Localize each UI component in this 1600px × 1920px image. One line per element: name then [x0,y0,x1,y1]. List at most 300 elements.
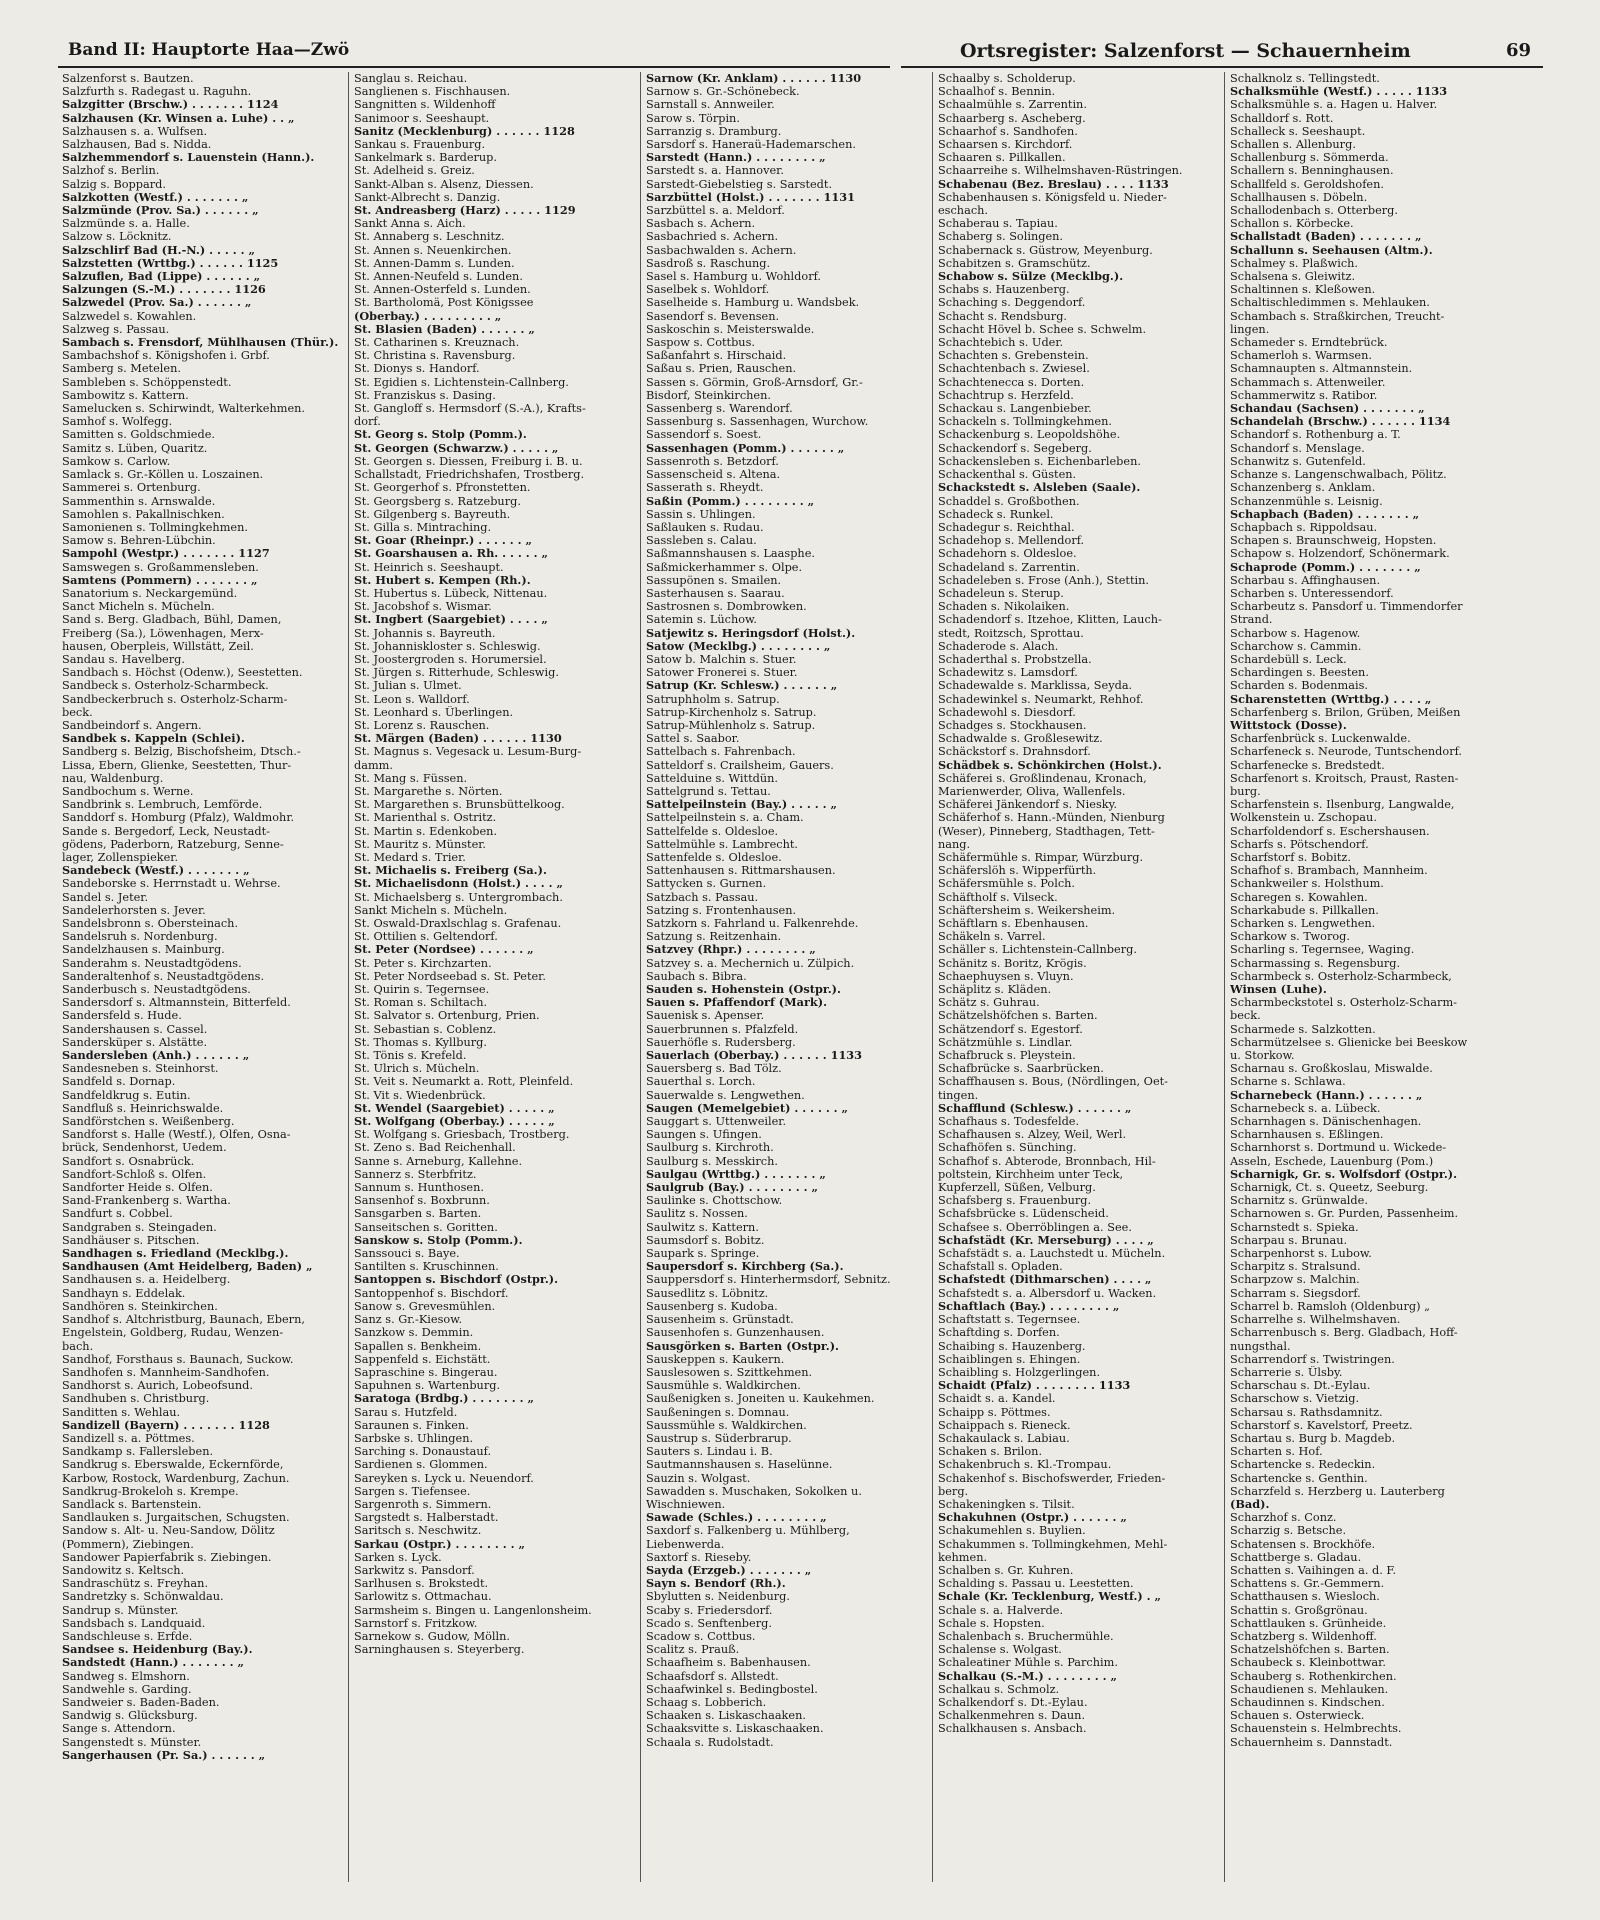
index-entry: Schakaulack s. Labiau. [938,1431,1070,1445]
index-entry: Salzungen (S.-M.) . . . . . . . 1126 [62,283,266,297]
index-entry: St. Annen s. Neuenkirchen. [354,243,512,257]
index-entry: Sarranzig s. Dramburg. [646,124,782,138]
index-entry: Schakenhof s. Bischofswerder, Frieden- [938,1471,1166,1485]
index-entry: Saselheide s. Hamburg u. Wandsbek. [646,296,860,310]
index-entry: Saßmickerhammer s. Olpe. [646,560,803,574]
index-entry: Scharfs s. Pötschendorf. [1230,837,1369,851]
index-entry: Sauppersdorf s. Hinterhermsdorf, Sebnitz. [646,1273,891,1287]
index-entry: Saßin (Pomm.) . . . . . . . . „ [646,494,815,508]
index-entry: Sankau s. Frauenburg. [354,138,486,152]
index-entry: Sannum s. Hunthosen. [354,1181,484,1195]
index-entry: Sarching s. Donaustauf. [354,1445,492,1459]
index-entry: Sankelmark s. Barderup. [354,151,498,165]
index-entry: St. Magnus s. Vegesack u. Lesum-Burg- [354,745,582,759]
index-entry: Sapuhnen s. Wartenburg. [354,1379,501,1393]
index-entry: Schalsena s. Gleiwitz. [1230,270,1356,284]
index-entry: Schachtebich s. Uder. [938,336,1064,350]
index-entry: Schadges s. Stockhausen. [938,718,1087,732]
index-entry: Sandelsbronn s. Obersteinach. [62,917,239,930]
index-entry: St. Wolfgang (Oberbay.) . . . . . „ [354,1115,555,1129]
index-entry: Sarzbüttel s. a. Meldorf. [646,204,785,218]
index-entry: St. Salvator s. Ortenburg, Prien. [354,1009,540,1023]
index-entry: St. Vit s. Wiedenbrück. [354,1088,486,1102]
index-entry: Sarnow (Kr. Anklam) . . . . . . 1130 [646,72,862,85]
index-entry: Satow b. Malchin s. Stuer. [646,652,797,666]
index-entry: Schäftholf s. Vilseck. [938,890,1058,904]
index-entry: Samitz s. Lüben, Quaritz. [62,441,208,455]
index-entry: Sanddorf s. Homburg (Pfalz), Waldmohr. [62,811,295,825]
index-entry: Schafbruck s. Pleystein. [938,1049,1076,1063]
index-entry: Sausenhofen s. Gunzenhausen. [646,1326,825,1340]
index-entry: Schalding s. Passau u. Leestetten. [938,1577,1134,1591]
index-entry: Schäferei s. Großlindenau, Kronach, [938,771,1147,785]
index-entry: Saulburg s. Messkirch. [646,1154,778,1168]
index-entry: Schäftersheim s. Weikersheim. [938,903,1116,917]
index-entry: Salzhausen (Kr. Winsen a. Luhe) . . „ [62,111,295,125]
index-entry: Sauslesowen s. Szittkehmen. [646,1365,813,1379]
index-entry: Schattens s. Gr.-Gemmern. [1230,1577,1385,1591]
index-entry: Sandebeck (Westf.) . . . . . . . „ [62,864,250,878]
index-entry: Sattelpeilnstein (Bay.) . . . . . „ [646,798,837,812]
index-entry: Scharnitz s. Grünwalde. [1230,1194,1368,1208]
index-entry: Bisdorf, Steinkirchen. [646,388,771,402]
index-entry: Schadewinkel s. Neumarkt, Rehhof. [938,692,1144,706]
index-entry: Saßmannshausen s. Laasphe. [646,547,815,561]
index-entry: Schäferei Jänkendorf s. Niesky. [938,798,1118,812]
index-entry: beck. [62,705,93,719]
index-entry: Sauskeppen s. Kaukern. [646,1352,785,1366]
index-entry: Salzmünde s. a. Halle. [62,217,190,231]
index-entry: Sandelerhorsten s. Jever. [62,903,206,917]
index-entry: Sandbochum s. Werne. [62,784,194,798]
index-entry: Sbylutten s. Neidenburg. [646,1590,790,1604]
index-entry: St. Ingbert (Saargebiet) . . . . „ [354,613,548,627]
index-entry: Schaleatiner Mühle s. Parchim. [938,1656,1118,1670]
index-entry: Sanow s. Grevesmühlen. [354,1299,496,1313]
index-entry: Sansenhof s. Boxbrunn. [354,1194,490,1208]
index-entry: Sandizell (Bayern) . . . . . . . 1128 [62,1418,270,1432]
index-entry: Schafstedt (Dithmarschen) . . . . „ [938,1273,1152,1287]
index-entry: Sausgörken s. Barten (Ostpr.). [646,1339,839,1353]
index-entry: Schacht Hövel b. Schee s. Schwelm. [938,322,1147,336]
index-entry: Asseln, Eschede, Lauenburg (Pom.) [1230,1154,1434,1168]
index-entry: Schafhaus s. Todesfelde. [938,1115,1080,1129]
index-entry: Sanskow s. Stolp (Pomm.). [354,1233,523,1247]
index-entry: St. Jacobshof s. Wismar. [354,600,492,614]
index-entry: Scalitz s. Prauß. [646,1643,740,1657]
index-entry: Schaag s. Lobberich. [646,1695,767,1709]
header-rule-left [58,66,890,68]
index-entry: St. Tönis s. Krefeld. [354,1049,467,1063]
index-entry: Schafstedt s. a. Albersdorf u. Wacken. [938,1286,1157,1300]
index-entry: hausen, Oberpleis, Willstätt, Zeil. [62,639,254,653]
index-entry: Schadeleben s. Frose (Anh.), Stettin. [938,573,1149,587]
index-entry: Schandelah (Brschw.) . . . . . . 1134 [1230,415,1451,429]
index-entry: Schackstedt s. Alsleben (Saale). [938,481,1141,495]
index-entry: Satzbach s. Passau. [646,890,759,904]
index-entry: Lissa, Ebern, Glienke, Seestetten, Thur- [62,758,292,772]
index-entry: Sandersfeld s. Hude. [62,1009,182,1023]
index-entry: Schale s. Hopsten. [938,1616,1045,1630]
index-entry: Saßanfahrt s. Hirschaid. [646,349,787,363]
index-entry: Schabs s. Hauzenberg. [938,283,1070,297]
index-entry: Saupersdorf s. Kirchberg (Sa.). [646,1260,844,1274]
index-entry: Sauters s. Lindau i. B. [646,1445,773,1459]
index-entry: Sausenberg s. Kudoba. [646,1299,778,1313]
index-entry: Scharnhagen s. Dänischenhagen. [1230,1115,1422,1129]
index-entry: Sarbske s. Uhlingen. [354,1431,474,1445]
index-entry: St. Franziskus s. Dasing. [354,388,496,402]
index-entry: Schachtenbach s. Zwiesel. [938,362,1090,376]
index-entry: Schaidt (Pfalz) . . . . . . . . 1133 [938,1379,1131,1393]
index-entry: Scharbeutz s. Pansdorf u. Timmendorfer [1230,600,1463,614]
index-entry: Sarsdorf s. Haneraü-Hademarschen. [646,138,856,152]
index-entry: Schartencke s. Genthin. [1230,1471,1368,1485]
index-entry: Sandhäuser s. Pitschen. [62,1233,200,1247]
index-entry: Samohlen s. Pakallnischken. [62,507,225,521]
index-entry: St. Martin s. Edenkoben. [354,824,498,838]
index-entry: Sandwehle s. Garding. [62,1682,192,1696]
index-entry: Sandberg s. Belzig, Bischofsheim, Dtsch.- [62,745,301,759]
index-entry: Sandhagen s. Friedland (Mecklbg.). [62,1247,289,1261]
index-entry: St. Mang s. Füssen. [354,771,468,785]
index-entry: Schakenbruch s. Kl.-Trompau. [938,1458,1112,1472]
index-entry: Sauzin s. Wolgast. [646,1471,751,1485]
index-entry: Sayda (Erzgeb.) . . . . . . . „ [646,1563,812,1577]
index-entry: Sanditten s. Wehlau. [62,1405,181,1419]
index-entry: Schatzelshöfchen s. Barten. [1230,1643,1390,1657]
index-entry: Sattelduine s. Wittdün. [646,771,778,785]
index-entry: Saußenigken s. Joneiten u. Kaukehmen. [646,1392,875,1406]
index-entry: Sanglau s. Reichau. [354,72,468,85]
index-entry: Sandförstchen s. Weißenberg. [62,1115,235,1129]
index-entry: Sassin s. Uhlingen. [646,507,756,521]
index-entry: Sandhuben s. Christburg. [62,1392,210,1406]
column-2 [354,72,638,1656]
index-entry: Scharfenberg s. Brilon, Grüben, Meißen [1230,705,1461,719]
index-entry: Schadehorn s. Oldesloe. [938,547,1077,561]
index-entry: Saraunen s. Finken. [354,1418,469,1432]
index-entry: Santoppenhof s. Bischdorf. [354,1286,509,1300]
index-entry: Schafsbrücke s. Lüdenscheid. [938,1207,1109,1221]
column-divider [932,72,933,1882]
index-entry: Marienwerder, Oliva, Wallenfels. [938,784,1126,798]
index-entry: Schaubeck s. Kleinbottwar. [1230,1656,1386,1670]
index-entry: Sandbeck s. Osterholz-Scharmbeck. [62,679,269,693]
index-entry: Schatensen s. Brockhöfe. [1230,1537,1376,1551]
index-entry: Sauerbrunnen s. Pfalzfeld. [646,1022,799,1036]
index-entry: Schattlauken s. Grünheide. [1230,1616,1387,1630]
index-entry: Schackau s. Langenbieber. [938,402,1092,416]
column-1 [62,72,346,1762]
index-entry: Schafsberg s. Frauenburg. [938,1194,1092,1208]
index-entry: St. Margarethe s. Nörten. [354,784,503,798]
index-entry: Schadeland s. Zarrentin. [938,560,1080,574]
index-entry: Sattycken s. Gurnen. [646,877,767,891]
index-entry: Schaafheim s. Babenhausen. [646,1656,811,1670]
index-entry: Sandforter Heide s. Olfen. [62,1181,213,1195]
index-entry: St. Zeno s. Bad Reichenhall. [354,1141,516,1155]
index-entry: Schalkau (S.-M.) . . . . . . . . „ [938,1669,1118,1683]
index-entry: Schaibing s. Hauzenberg. [938,1339,1086,1353]
index-entry: Schaephuysen s. Vluyn. [938,969,1074,983]
index-entry: Sassenberg s. Warendorf. [646,402,793,416]
index-entry: Schaaren s. Pillkallen. [938,151,1066,165]
index-entry: Sandfeld s. Dornap. [62,1075,176,1089]
index-entry: Satzing s. Frontenhausen. [646,903,797,917]
index-entry: St. Ottilien s. Geltendorf. [354,930,498,944]
index-entry: Sardienen s. Glommen. [354,1458,488,1472]
index-entry: Sarken s. Lyck. [354,1550,442,1564]
index-entry: Scharfstorf s. Bobitz. [1230,850,1351,864]
index-entry: dorf. [354,415,381,429]
index-entry: Sandbeckerbruch s. Osterholz-Scharm- [62,692,288,706]
index-entry: Schatzberg s. Wildenhoff. [1230,1629,1377,1643]
index-entry: Sandsbach s. Landquaid. [62,1616,206,1630]
index-entry: Sangnitten s. Wildenhoff [354,98,496,112]
index-entry: (Oberbay.) . . . . . . . . . „ [354,309,502,323]
index-entry: Sauerhöfle s. Rudersberg. [646,1035,796,1049]
index-entry: Schallen s. Allenburg. [1230,138,1356,152]
index-entry: Schaippach s. Rieneck. [938,1418,1071,1432]
index-entry: Schaden s. Nikolaiken. [938,600,1070,614]
index-entry: Sattelpeilnstein s. a. Cham. [646,811,804,825]
index-entry: St. Michaelis s. Freiberg (Sa.). [354,864,547,878]
index-entry: St. Joostergroden s. Horumersiel. [354,652,547,666]
index-entry: Scharegen s. Kowahlen. [1230,890,1368,904]
index-entry: Sassupönen s. Smailen. [646,573,782,587]
index-entry: Schartau s. Burg b. Magdeb. [1230,1431,1396,1445]
index-entry: Sandkrug-Brokeloh s. Krempe. [62,1484,239,1498]
index-entry: Scharbow s. Hagenow. [1230,626,1361,640]
index-entry: Scharken s. Lengwethen. [1230,917,1376,930]
index-entry: Schapbach (Baden) . . . . . . . „ [1230,507,1420,521]
index-entry: Schaipp s. Pöttmes. [938,1405,1051,1419]
index-entry: Sandersdorf s. Altmannstein, Bitterfeld. [62,996,291,1010]
index-entry: Schallunn s. Seehausen (Altm.). [1230,243,1433,257]
index-entry: Schäkeln s. Varrel. [938,930,1046,944]
index-entry: Wischniewen. [646,1497,726,1511]
header-volume-title: Band II: Hauptorte Haa—Zwö [68,40,350,60]
index-entry: Sanzkow s. Demmin. [354,1326,474,1340]
index-entry: Schaafsdorf s. Allstedt. [646,1669,779,1683]
index-entry: St. Veit s. Neumarkt a. Rott, Pleinfeld. [354,1075,574,1089]
index-entry: St. Marienthal s. Ostritz. [354,811,497,825]
index-entry: Schadewalde s. Marklissa, Seyda. [938,679,1133,693]
index-entry: Schabitzen s. Gramschütz. [938,256,1091,270]
index-entry: Schakummen s. Tollmingkehmen, Mehl- [938,1537,1168,1551]
index-entry: Schafstall s. Opladen. [938,1260,1063,1274]
index-entry: Salzfurth s. Radegast u. Raguhn. [62,85,252,99]
index-entry: Scharrel b. Ramsloh (Oldenburg) „ [1230,1299,1430,1313]
index-entry: Schäfermühle s. Rimpar, Würzburg. [938,850,1144,864]
index-entry: Schalksmühle s. a. Hagen u. Halver. [1230,98,1438,112]
index-entry: Schandau (Sachsen) . . . . . . . „ [1230,402,1425,416]
index-entry: nungsthal. [1230,1339,1291,1353]
index-entry: Satemin s. Lüchow. [646,613,757,627]
index-entry: Sangenstedt s. Münster. [62,1735,202,1749]
index-entry: St. Annaberg s. Leschnitz. [354,230,505,244]
index-entry: Sambach s. Frensdorf, Mühlhausen (Thür.). [62,336,339,350]
index-entry: Sandelzhausen s. Mainburg. [62,943,225,957]
index-entry: Sandhof, Forsthaus s. Baunach, Suckow. [62,1352,294,1366]
index-entry: Schallfeld s. Geroldshofen. [1230,177,1384,191]
index-entry: Schanzenmühle s. Leisnig. [1230,494,1383,508]
index-entry: Schalkau s. Schmolz. [938,1682,1060,1696]
index-entry: Schadewohl s. Diesdorf. [938,705,1076,719]
index-entry: Sarstedt (Hann.) . . . . . . . . „ [646,151,826,165]
index-entry: Samelucken s. Schirwindt, Walterkehmen. [62,402,306,416]
index-entry: Sanitz (Mecklenburg) . . . . . . 1128 [354,124,575,138]
index-entry: Sandhören s. Steinkirchen. [62,1299,218,1313]
index-entry: Sawade (Schles.) . . . . . . . . „ [646,1511,827,1525]
column-divider [348,72,349,1882]
index-entry: Saussmühle s. Waldkirchen. [646,1418,807,1432]
index-entry: Schaafwinkel s. Bedingbostel. [646,1682,818,1696]
index-entry: Sandhofen s. Mannheim-Sandhofen. [62,1365,270,1379]
index-entry: Sankt Micheln s. Mücheln. [354,903,508,917]
index-entry: Sarau s. Hutzfeld. [354,1405,458,1419]
index-entry: Sapallen s. Benkheim. [354,1339,482,1353]
index-entry: Sapraschine s. Bingerau. [354,1365,498,1379]
index-entry: Scharrendorf s. Twistringen. [1230,1352,1395,1366]
index-entry: Scharchow s. Cammin. [1230,639,1362,653]
index-entry: Schaala s. Rudolstadt. [646,1735,774,1749]
index-entry: Schätzendorf s. Egestorf. [938,1022,1083,1036]
index-entry: St. Christina s. Ravensburg. [354,349,516,363]
index-entry: Sareyken s. Lyck u. Neuendorf. [354,1471,534,1485]
index-entry: Schäferslöh s. Wipperfürth. [938,864,1097,878]
index-entry: Schauberg s. Rothenkirchen. [1230,1669,1397,1683]
index-entry: (Bad). [1230,1497,1270,1511]
index-entry: Saxdorf s. Falkenberg u. Mühlberg, [646,1524,850,1538]
index-entry: St. Goar (Rheinpr.) . . . . . . „ [354,534,532,548]
index-entry: Sand-Frankenberg s. Wartha. [62,1194,231,1208]
index-entry: Saxtorf s. Rieseby. [646,1550,752,1564]
index-entry: Samkow s. Carlow. [62,454,171,468]
index-entry: Sanderahm s. Neustadtgödens. [62,956,242,970]
index-entry: Sandstedt (Hann.) . . . . . . . „ [62,1656,244,1670]
index-entry: Salzuflen, Bad (Lippe) . . . . . . „ [62,270,261,284]
index-entry: Schaching s. Deggendorf. [938,296,1086,310]
index-entry: Schattin s. Großgrönau. [1230,1603,1368,1617]
index-entry: St. Gilgenberg s. Bayreuth. [354,507,511,521]
index-entry: Schanzenberg s. Anklam. [1230,481,1376,495]
index-entry: Saulwitz s. Kattern. [646,1220,759,1234]
index-entry: Schalense s. Wolgast. [938,1643,1062,1657]
index-entry: St. Thomas s. Kyllburg. [354,1035,487,1049]
index-entry: Sambleben s. Schöppenstedt. [62,375,232,389]
index-entry: St. Johannis s. Bayreuth. [354,626,496,640]
index-entry: Sandbeindorf s. Angern. [62,718,202,732]
index-entry: Sandraschütz s. Freyhan. [62,1577,209,1591]
index-entry: Satteldorf s. Crailsheim, Gauers. [646,758,834,772]
index-entry: damm. [354,758,393,772]
index-entry: Scharrelhe s. Wilhelmshaven. [1230,1313,1401,1327]
index-entry: Sanglienen s. Fischhausen. [354,85,511,99]
index-entry: Sand s. Berg. Gladbach, Bühl, Damen, [62,613,282,627]
index-entry: Schäplitz s. Kläden. [938,983,1052,997]
index-entry: Sanssouci s. Baye. [354,1247,460,1261]
index-entry: Sasserath s. Rheydt. [646,481,764,495]
index-entry: Schäckstorf s. Drahnsdorf. [938,745,1091,759]
index-entry: Sawadden s. Muschaken, Sokolken u. [646,1484,862,1498]
index-entry: Schackenthal s. Güsten. [938,468,1077,482]
index-entry: Schäller s. Lichtenstein-Callnberg. [938,943,1137,957]
index-entry: Sarkwitz s. Pansdorf. [354,1563,475,1577]
index-entry: Sanseitschen s. Goritten. [354,1220,498,1234]
index-entry: Scharnigk, Ct. s. Queetz, Seeburg. [1230,1181,1429,1195]
index-entry: Wolkenstein u. Zschopau. [1230,811,1377,825]
index-entry: Sandhorst s. Aurich, Lobeofsund. [62,1379,253,1393]
index-entry: St. Annen-Damm s. Lunden. [354,256,515,270]
index-entry: Scaby s. Friedersdorf. [646,1603,773,1617]
index-entry: Schandorf s. Rothenburg a. T. [1230,428,1401,442]
index-entry: Scharben s. Unteressendorf. [1230,586,1394,600]
index-entry: Schaarhof s. Sandhofen. [938,124,1078,138]
index-entry: Scharmbeckstotel s. Osterholz-Scharm- [1230,996,1457,1010]
index-entry: Santoppen s. Bischdorf (Ostpr.). [354,1273,559,1287]
index-entry: Salzhausen s. a. Wulfsen. [62,124,208,138]
index-entry: St. Hubertus s. Lübeck, Nittenau. [354,586,548,600]
index-entry: Sannerz s. Sterbfritz. [354,1167,477,1181]
index-entry: Schafflund (Schlesw.) . . . . . . „ [938,1101,1132,1115]
index-entry: Sandershausen s. Cassel. [62,1022,208,1036]
index-entry: Schadendorf s. Itzehoe, Klitten, Lauch- [938,613,1162,627]
index-entry: Scharnstedt s. Spieka. [1230,1220,1359,1234]
index-entry: Sarmsheim s. Bingen u. Langenlonsheim. [354,1603,592,1617]
index-entry: Scado s. Senftenberg. [646,1616,772,1630]
index-entry: Schätz s. Guhrau. [938,996,1040,1010]
index-entry: Sanatorium s. Neckargemünd. [62,586,238,600]
index-entry: Schalldorf s. Rott. [1230,111,1334,125]
index-entry: Schadegur s. Reichthal. [938,520,1075,534]
index-entry: Sastrosnen s. Dombrowken. [646,600,807,614]
index-entry: Saumsdorf s. Bobitz. [646,1233,765,1247]
index-entry: Schaaken s. Liskaschaaken. [646,1709,806,1723]
index-entry: Satrup (Kr. Schlesw.) . . . . . . „ [646,679,838,693]
index-entry: Satzung s. Reitzenhain. [646,930,782,944]
index-entry: Saskoschin s. Meisterswalde. [646,322,815,336]
index-entry: Schabenhausen s. Königsfeld u. Nieder- [938,190,1167,204]
index-entry: Schäfersmühle s. Polch. [938,877,1076,891]
index-entry: Schaibling s. Holzgerlingen. [938,1365,1101,1379]
index-entry: Sargen s. Tiefensee. [354,1484,471,1498]
index-entry: Schaidt s. a. Kandel. [938,1392,1056,1406]
index-entry: Salzmünde (Prov. Sa.) . . . . . . „ [62,204,259,218]
index-entry: Samberg s. Metelen. [62,362,181,376]
index-entry: Samhof s. Wolfegg. [62,415,173,429]
index-entry: Strand. [1230,613,1273,627]
column-5 [1230,72,1514,1749]
index-entry: Schadeck s. Runkel. [938,507,1054,521]
index-entry: Schafstädt (Kr. Merseburg) . . . . „ [938,1233,1154,1247]
index-entry: Schafsee s. Oberröblingen a. See. [938,1220,1132,1234]
index-entry: Sampohl (Westpr.) . . . . . . . 1127 [62,547,270,561]
index-entry: Saratoga (Brdbg.) . . . . . . . „ [354,1392,534,1406]
index-entry: Schacht s. Rendsburg. [938,309,1068,323]
index-entry: St. Bartholomä, Post Königssee [354,296,534,310]
index-entry: Schatthausen s. Wiesloch. [1230,1590,1380,1604]
index-entry: Scharpitz s. Stralsund. [1230,1260,1361,1274]
index-entry: Sammerei s. Ortenburg. [62,481,201,495]
index-entry: Sanct Micheln s. Mücheln. [62,600,215,614]
index-entry: Santilten s. Kruschinnen. [354,1260,499,1274]
index-entry: St. Sebastian s. Coblenz. [354,1022,497,1036]
index-entry: Schaberg s. Solingen. [938,230,1064,244]
index-entry: Schandorf s. Menslage. [1230,441,1365,455]
index-entry: Sandbach s. Höchst (Odenw.), Seestetten. [62,666,303,680]
